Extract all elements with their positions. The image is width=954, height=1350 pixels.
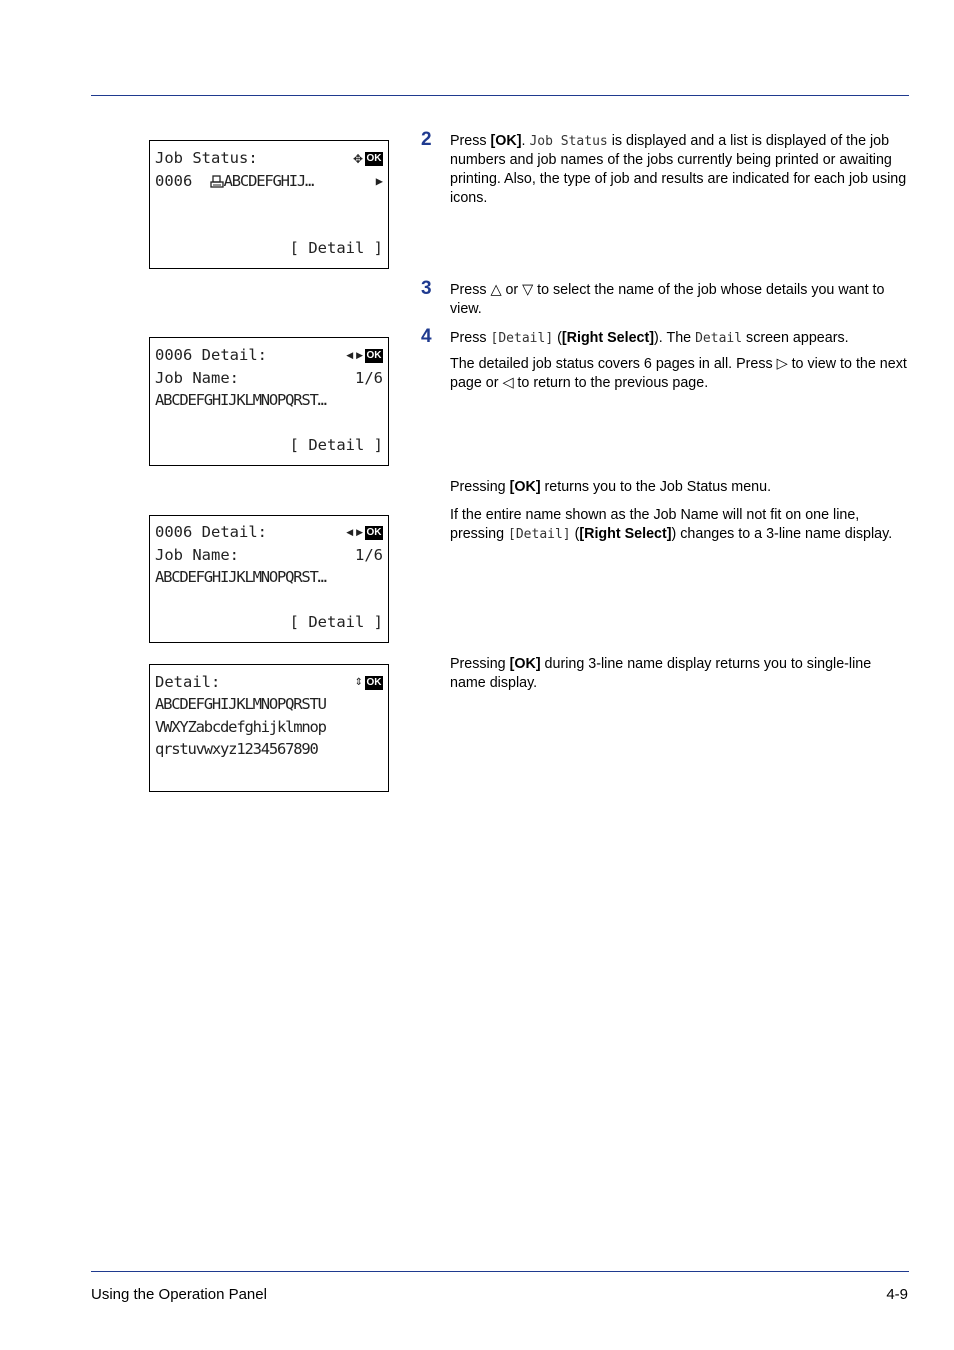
page-indicator: 1/6 — [355, 546, 383, 564]
name-line-2: VWXYZabcdefghijklmnop — [155, 718, 326, 736]
job-number: 0006 — [155, 172, 193, 190]
ok-icon: OK — [366, 526, 382, 538]
step-3-text: Press △ or ▽ to select the name of the job whose details you want to view. — [450, 282, 885, 317]
job-status-icon: ▶ — [375, 174, 383, 188]
softkey-name: [Detail] — [508, 527, 571, 542]
footer-title: Using the Operation Panel — [91, 1286, 267, 1303]
page-number: 4-9 — [886, 1286, 908, 1303]
step-number: 2 — [421, 129, 432, 150]
left-right-arrow-icon: ◀ ▶ — [346, 527, 363, 538]
text: ( — [553, 330, 562, 346]
job-name-label: Job Name: — [155, 546, 239, 564]
name-line-1: ABCDEFGHIJKLMNOPQRSTU — [155, 695, 326, 713]
lcd-job-status-screen — [149, 140, 389, 269]
ok-icon: OK — [366, 676, 382, 688]
ok-icon: OK — [366, 349, 382, 361]
header-rule — [91, 95, 909, 96]
step-number: 3 — [421, 278, 432, 299]
lcd-title: Detail: — [155, 673, 221, 691]
job-name-label: Job Name: — [155, 369, 239, 387]
text: ( — [570, 526, 580, 542]
lcd-detail-screen-2 — [149, 515, 389, 643]
job-name: ABCDEFGHIJ… — [223, 172, 314, 190]
fit-note — [450, 506, 910, 544]
lcd-detail-screen — [149, 337, 389, 466]
text: Pressing — [450, 479, 510, 495]
text: Press — [450, 330, 491, 346]
key-label: [Right Select] — [579, 526, 672, 542]
job-name-value: ABCDEFGHIJKLMNOPQRST… — [155, 568, 326, 586]
text: during 3-line name display returns you to single-line name display. — [450, 656, 872, 691]
up-down-arrow-icon: ⇕ — [354, 676, 363, 688]
screen-name: Job Status — [529, 134, 608, 149]
left-right-arrow-icon: ◀ ▶ — [346, 350, 363, 361]
text: Pressing — [450, 656, 510, 672]
detail-softkey: [ Detail ] — [289, 436, 383, 454]
lcd-title: 0006 Detail: — [155, 523, 267, 541]
text: screen appears. — [742, 330, 849, 346]
detail-softkey: [ Detail ] — [289, 613, 383, 631]
screen-name: Detail — [695, 331, 743, 346]
page-indicator: 1/6 — [355, 369, 383, 387]
lcd-three-line-name-screen — [149, 664, 389, 792]
four-way-arrow-icon: ✥ — [352, 151, 363, 166]
three-line-note — [450, 655, 910, 693]
detail-pages-note: The detailed job status covers 6 pages in all. Press ▷ to view to the next page or ◁ to return to the previous page. — [450, 356, 907, 391]
softkey-name: [Detail] — [490, 331, 554, 346]
text: ). The — [654, 330, 696, 346]
text: is displayed and a list is displayed of the job numbers and job names of the jobs currently being printed or awaiting printing. Also, the type of job and results are indicated for each job using icons. — [450, 133, 907, 206]
text: . — [521, 133, 530, 149]
text: returns you to the Job Status menu. — [540, 479, 772, 495]
lcd-title: 0006 Detail: — [155, 346, 267, 364]
step-number: 4 — [421, 326, 432, 347]
text: ) changes to a 3-line name display. — [671, 526, 893, 542]
step-2-text — [450, 132, 910, 208]
text: If the entire name shown as the Job Name will not fit on one line, pressing — [450, 507, 860, 542]
ok-icon: OK — [366, 152, 382, 164]
key-label: [OK] — [490, 133, 522, 149]
footer-rule — [91, 1271, 909, 1272]
lcd-title: Job Status: — [155, 149, 258, 167]
text: Press — [450, 133, 491, 149]
detail-softkey: [ Detail ] — [289, 239, 383, 257]
key-label: [OK] — [509, 479, 541, 495]
key-label: [Right Select] — [561, 330, 655, 346]
job-name-value: ABCDEFGHIJKLMNOPQRST… — [155, 391, 326, 409]
name-line-3: qrstuvwxyz1234567890 — [155, 740, 318, 758]
print-job-icon — [210, 175, 224, 189]
key-label: [OK] — [509, 656, 541, 672]
ok-return-note — [450, 478, 910, 497]
step-4-text — [450, 329, 910, 348]
